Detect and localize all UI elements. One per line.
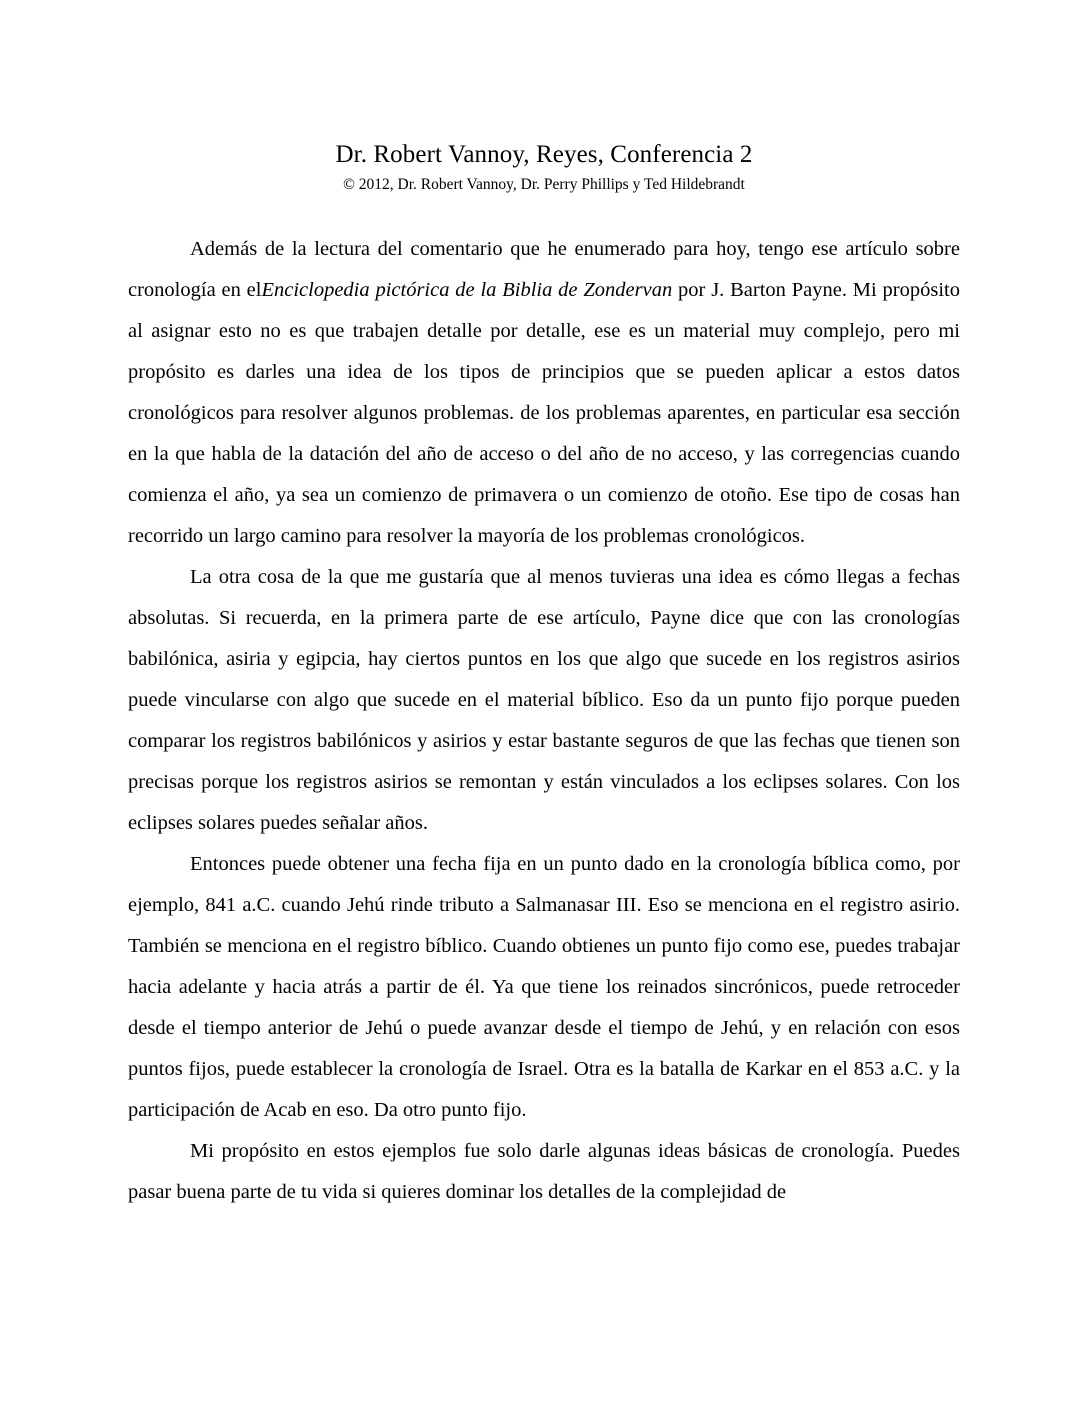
paragraph-1-lead: Además de la lectura del comentario que he enumerado para hoy, tengo ese artículo sobre cronología en el [128, 237, 960, 301]
paragraph-1-tail: por J. Barton Payne. Mi propósito al asignar esto no es que trabajen detalle por detalle, ese es un material muy complejo, pero mi propósito es darles una idea de los tipos de principios que se pueden aplicar a estos datos cronológicos para resolver algunos problemas. de los problemas aparentes, en particular esa sección en la que habla de la datación del año de acceso o del año de no acceso, y las corregencias cuando comienza el año, ya sea un comienzo de primavera o un comienzo de otoño. Ese tipo de cosas han recorrido un largo camino para resolver la mayoría de los problemas cronológicos. [128, 278, 960, 547]
paragraph-4: Mi propósito en estos ejemplos fue solo darle algunas ideas básicas de cronología. Puedes pasar buena parte de tu vida si quieres dominar los detalles de la complejidad de [128, 1139, 960, 1203]
copyright-line: © 2012, Dr. Robert Vannoy, Dr. Perry Phillips y Ted Hildebrandt [343, 176, 745, 193]
page-title: Dr. Robert Vannoy, Reyes, Conferencia 2 [335, 141, 753, 168]
paragraph-2: La otra cosa de la que me gustaría que al menos tuvieras una idea es cómo llegas a fechas absolutas. Si recuerda, en la primera parte de ese artículo, Payne dice que con las cronologías babilónica, asiria y egipcia, hay ciertos puntos en los que algo que sucede en los registros asirios puede vincularse con algo que sucede en el material bíblico. Eso da un punto fijo porque pueden comparar los registros babilónicos y asirios y estar bastante seguros de que las fechas que tienen son precisas porque los registros asirios se remontan y están vinculados a los eclipses solares. Con los eclipses solares puedes señalar años. [128, 565, 960, 834]
book-title-italic: Enciclopedia pictórica de la Biblia de Zondervan [261, 278, 673, 301]
paragraph-3: Entonces puede obtener una fecha fija en un punto dado en la cronología bíblica como, por ejemplo, 841 a.C. cuando Jehú rinde tributo a Salmanasar III. Eso se menciona en el registro asirio. También se menciona en el registro bíblico. Cuando obtienes un punto fijo como ese, puedes trabajar hacia adelante y hacia atrás a partir de él. Ya que tiene los reinados sincrónicos, puede retroceder desde el tiempo anterior de Jehú o puede avanzar desde el tiempo de Jehú, y en relación con esos puntos fijos, puede establecer la cronología de Israel. Otra es la batalla de Karkar en el 853 a.C. y la participación de Acab en eso. Da otro punto fijo. [128, 852, 960, 1121]
paragraph-1 [128, 229, 960, 557]
